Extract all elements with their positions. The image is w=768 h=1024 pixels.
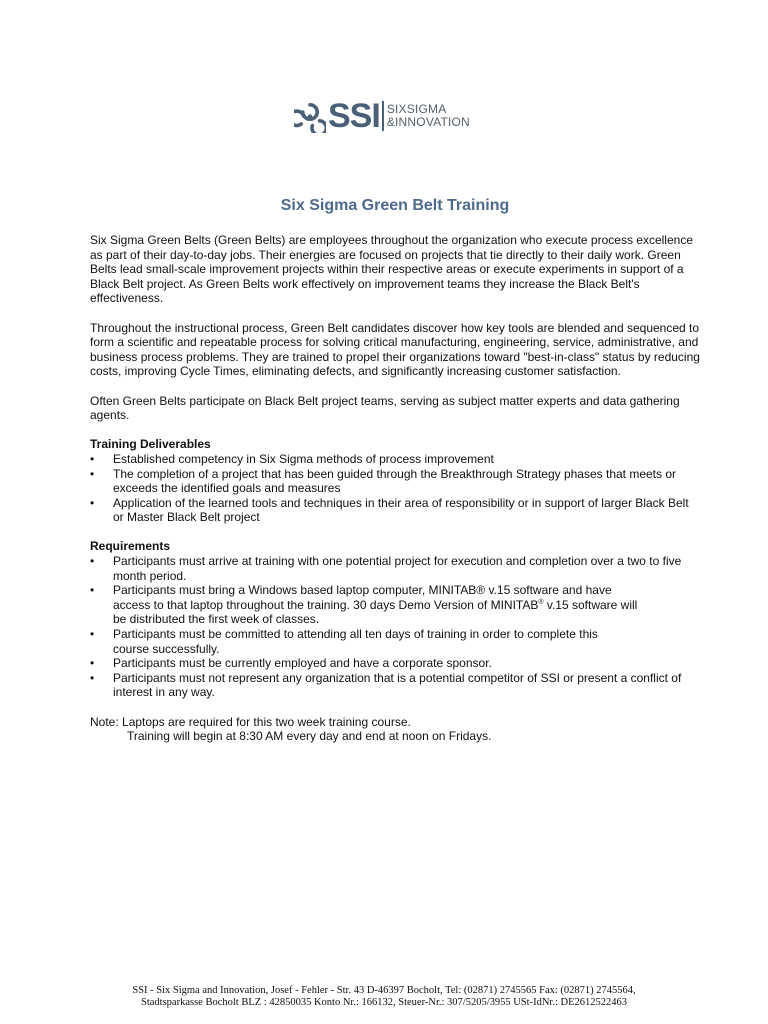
bullet-icon: • [90, 627, 95, 642]
requirements-heading: Requirements [90, 539, 171, 554]
triskelion-logo-icon [294, 99, 326, 133]
document-title: Six Sigma Green Belt Training [280, 197, 510, 214]
company-logo [294, 96, 470, 136]
list-item-text: Participants must be currently employed and have a corporate sponsor. [113, 656, 492, 671]
list-item-text: The completion of a project that has been guided through the Breakthrough Strategy phases that meets or exceeds the identified goals and measures [113, 466, 677, 496]
footer-bank-details: Stadtsparkasse Bocholt BLZ : 42850035 Konto Nr.: 166132, Steuer-Nr.: 307/5205/3955 USt-IdNr.: DE2612522463 [141, 997, 627, 1008]
logo-tagline-line1: SIXSIGMA [386, 102, 447, 116]
bullet-icon: • [90, 583, 95, 598]
deliverables-list [90, 452, 700, 525]
logo-divider [382, 101, 384, 131]
deliverables-heading: Training Deliverables [90, 437, 211, 452]
list-item-text: Participants must arrive at training with one potential project for execution and completion over a two to five month period. [113, 554, 682, 583]
logo-tagline [387, 103, 470, 129]
footer-address: SSI - Six Sigma and Innovation, Josef - Fehler - Str. 43 D-46397 Bocholt, Tel: (02871) 2745565 Fax: (02871) 2745564, [132, 985, 636, 996]
bullet-icon: • [90, 495, 95, 510]
note-line: Training will begin at 8:30 AM every day and end at noon on Fridays. [127, 729, 492, 744]
list-item [90, 583, 700, 627]
page-footer [0, 985, 768, 1009]
logo-wordmark: SSI [328, 97, 380, 135]
bullet-icon: • [90, 670, 95, 685]
list-item [90, 554, 700, 583]
team-paragraph: Often Green Belts participate on Black Belt project teams, serving as subject matter experts and data gathering agents. [90, 393, 680, 423]
list-item-text-line: access to that laptop throughout the training. 30 days Demo Version of MINITAB [113, 597, 539, 612]
list-item-text-line: be distributed the first week of classes. [113, 612, 320, 627]
list-item-text: Application of the learned tools and techniques in their area of responsibility or in support of larger Black Belt or Master Black Belt project [113, 495, 689, 525]
bullet-icon: • [90, 656, 95, 671]
document-body [90, 233, 700, 744]
list-item-text-line: course successfully. [113, 641, 220, 656]
list-item [90, 656, 700, 671]
intro-paragraph: Six Sigma Green Belts (Green Belts) are employees throughout the organization who execute process excellence as part of their day-to-day jobs. Their energies are focused on projects that tie directly to their daily work. Green Belts lead small-scale improvement projects within their respective areas or execute experiments in support of a Black Belt project. As Green Belts work effectively on improvement teams they increase the Black Belt's effectiveness. [90, 233, 693, 306]
bullet-icon: • [90, 451, 95, 466]
list-item-text: Established competency in Six Sigma methods of process improvement [113, 451, 494, 466]
list-item-text-line: Participants must be committed to attending all ten days of training in order to complete this [113, 627, 598, 642]
list-item-text-line: v.15 software will [543, 597, 638, 612]
list-item-text: Participants must not represent any organization that is a potential competitor of SSI or present a conflict of interest in any way. [113, 670, 682, 700]
note-block [90, 715, 700, 744]
logo-tagline-line2: &INNOVATION [386, 115, 470, 129]
note-line: Note: Laptops are required for this two week training course. [90, 714, 411, 729]
list-item [90, 496, 700, 525]
bullet-icon: • [90, 466, 95, 481]
list-item [90, 627, 700, 656]
list-item [90, 467, 700, 496]
list-item [90, 671, 700, 700]
registered-mark: ® [538, 598, 544, 606]
bullet-icon: • [90, 554, 95, 569]
process-paragraph: Throughout the instructional process, Green Belt candidates discover how key tools are blended and sequenced to form a scientific and repeatable process for solving critical manufacturing, engineering, service, administrative, and business process problems. They are trained to propel their organizations toward "best-in-class" status by reducing costs, improving Cycle Times, eliminating defects, and significantly increasing customer satisfaction. [90, 320, 700, 379]
list-item [90, 452, 700, 467]
list-item-text-line: Participants must bring a Windows based laptop computer, MINITAB® v.15 software and have [113, 583, 612, 598]
requirements-list [90, 554, 700, 700]
